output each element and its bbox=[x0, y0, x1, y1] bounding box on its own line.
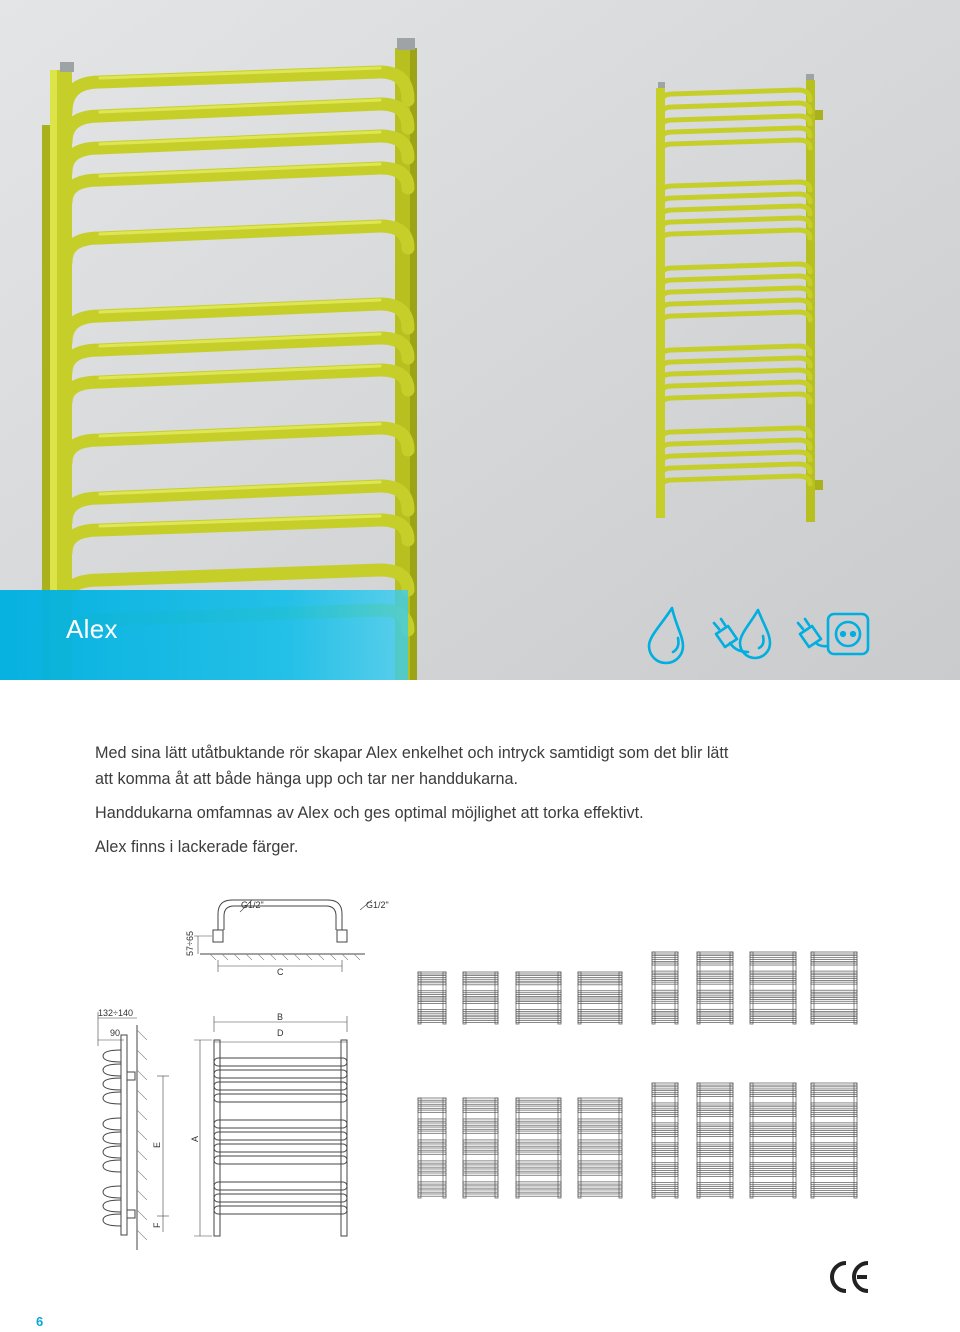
thread-right-label: G1/2" bbox=[366, 900, 389, 910]
radiator-size-thumbnail bbox=[652, 1083, 678, 1198]
intro-line-2: att komma åt att både hänga upp och tar ner handdukarna. bbox=[95, 770, 518, 788]
radiator-size-thumbnail bbox=[578, 1098, 622, 1198]
page-title: Alex bbox=[66, 614, 118, 644]
intro-line-1: Med sina lätt utåtbuktande rör skapar Alex enkelhet och intryck samtidigt som det blir lätt bbox=[95, 744, 729, 762]
radiator-size-thumbnail bbox=[750, 952, 796, 1024]
connection-detail-drawing bbox=[194, 900, 372, 972]
dimension-e-label: E bbox=[152, 1141, 162, 1148]
dimension-b-label: B bbox=[277, 1012, 284, 1022]
radiator-size-thumbnail bbox=[811, 952, 857, 1024]
description bbox=[95, 740, 895, 860]
dimension-a-label: A bbox=[190, 1135, 200, 1142]
technical-drawings bbox=[0, 880, 960, 1260]
paragraph-2: Handdukarna omfamnas av Alex och ges optimal möjlighet att torka effektivt. bbox=[95, 804, 644, 822]
radiator-size-thumbnail bbox=[418, 1098, 446, 1198]
depth-label: 132÷140 bbox=[98, 1008, 133, 1018]
radiator-size-thumbnail bbox=[418, 972, 446, 1024]
thread-left-label: G1/2" bbox=[241, 900, 264, 910]
title-band bbox=[0, 590, 408, 680]
page-number: 6 bbox=[36, 1314, 44, 1329]
radiator-size-thumbnail bbox=[697, 952, 733, 1024]
dimension-c-label: C bbox=[277, 967, 284, 977]
radiator-size-thumbnail bbox=[516, 972, 561, 1024]
radiator-size-thumbnail bbox=[811, 1083, 857, 1198]
radiator-size-thumbnail bbox=[750, 1083, 796, 1198]
plug-socket-icon bbox=[798, 614, 868, 654]
paragraph-3: Alex finns i lackerade färger. bbox=[95, 838, 299, 856]
radiator-size-thumbnail bbox=[578, 972, 622, 1024]
side-view-drawing bbox=[98, 1012, 169, 1250]
electric-plug-drop-icon bbox=[714, 610, 770, 658]
radiator-size-thumbnail bbox=[516, 1098, 561, 1198]
radiator-size-thumbnail bbox=[463, 1098, 498, 1198]
model-size-thumbnails bbox=[418, 952, 857, 1198]
ninety-label: 90 bbox=[110, 1028, 121, 1038]
radiator-size-thumbnail bbox=[463, 972, 498, 1024]
radiator-size-thumbnail bbox=[652, 952, 678, 1024]
ce-certification-mark bbox=[826, 1259, 872, 1295]
feature-icons bbox=[640, 600, 880, 670]
radiator-size-thumbnail bbox=[697, 1083, 733, 1198]
dimension-d-label: D bbox=[277, 1028, 284, 1038]
wall-distance-label: 57÷65 bbox=[185, 931, 195, 956]
water-drop-icon bbox=[649, 608, 683, 663]
front-view-drawing bbox=[194, 1016, 347, 1236]
dimension-f-label: F bbox=[152, 1222, 162, 1228]
